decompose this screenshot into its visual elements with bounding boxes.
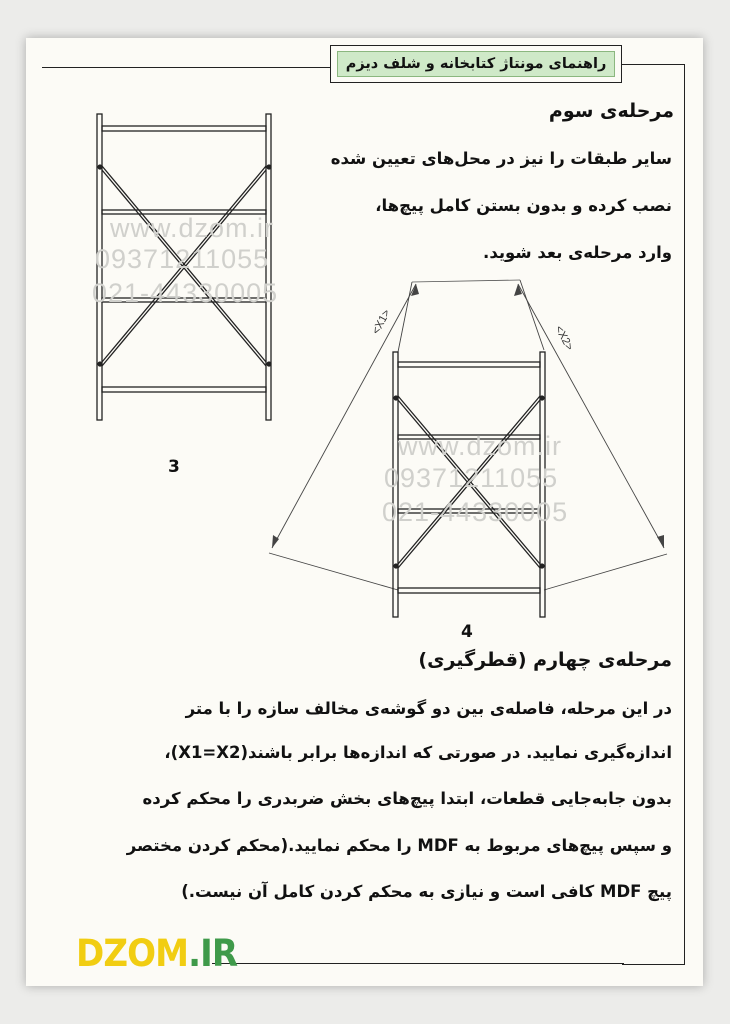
logo-part-1: DZOM — [76, 932, 189, 975]
step3-line-3: وارد مرحله‌ی بعد شوید. — [483, 243, 672, 262]
figure-4-label: 4 — [461, 622, 473, 642]
dzom-logo[interactable] — [76, 934, 237, 974]
step3-line-2: نصب کرده و بدون بستن کامل پیچ‌ها، — [375, 196, 672, 215]
watermark-figure-4 — [382, 431, 568, 527]
step4-title: مرحله‌ی چهارم (قطرگیری) — [418, 649, 672, 671]
step4-line-5: پیچ MDF کافی است و نیازی به محکم کردن کامل آن نیست.) — [181, 882, 672, 901]
step3-title: مرحله‌ی سوم — [548, 100, 674, 122]
step4-line-3: بدون جابه‌جایی قطعات، ابتدا پیچ‌های بخش ضربدری را محکم کرده — [142, 789, 672, 808]
watermark-figure-3 — [92, 213, 278, 308]
dim-x2-label: <X2> — [552, 323, 576, 353]
logo-part-2: .IR — [188, 932, 238, 975]
watermark-phone1-2: 09371211055 — [384, 463, 559, 493]
dim-x1-label: <X1> — [370, 307, 394, 337]
step4-line-4: و سپس پیچ‌های مربوط به MDF را محکم نمایید.(محکم کردن مختصر — [126, 836, 672, 855]
step3-line-1: سایر طبقات را نیز در محل‌های تعیین شده — [330, 149, 672, 168]
header-title: راهنمای مونتاژ کتابخانه و شلف دیزم — [337, 51, 615, 77]
figure-3-label: 3 — [168, 457, 180, 477]
watermark-phone2-2: 021-44330005 — [382, 497, 569, 527]
step4-line-1: در این مرحله، فاصله‌ی بین دو گوشه‌ی مخالف سازه را با متر — [185, 699, 672, 718]
watermark-phone2-1: 021-44330005 — [92, 278, 279, 308]
watermark-phone1-1: 09371211055 — [95, 244, 270, 274]
watermark-site-1: www.dzom.ir — [110, 213, 275, 243]
step4-line-2: اندازه‌گیری نمایید. در صورتی که اندازه‌ها برابر باشند(X1=X2)، — [164, 743, 672, 762]
watermark-site-2: www.dzom.ir — [398, 431, 563, 461]
